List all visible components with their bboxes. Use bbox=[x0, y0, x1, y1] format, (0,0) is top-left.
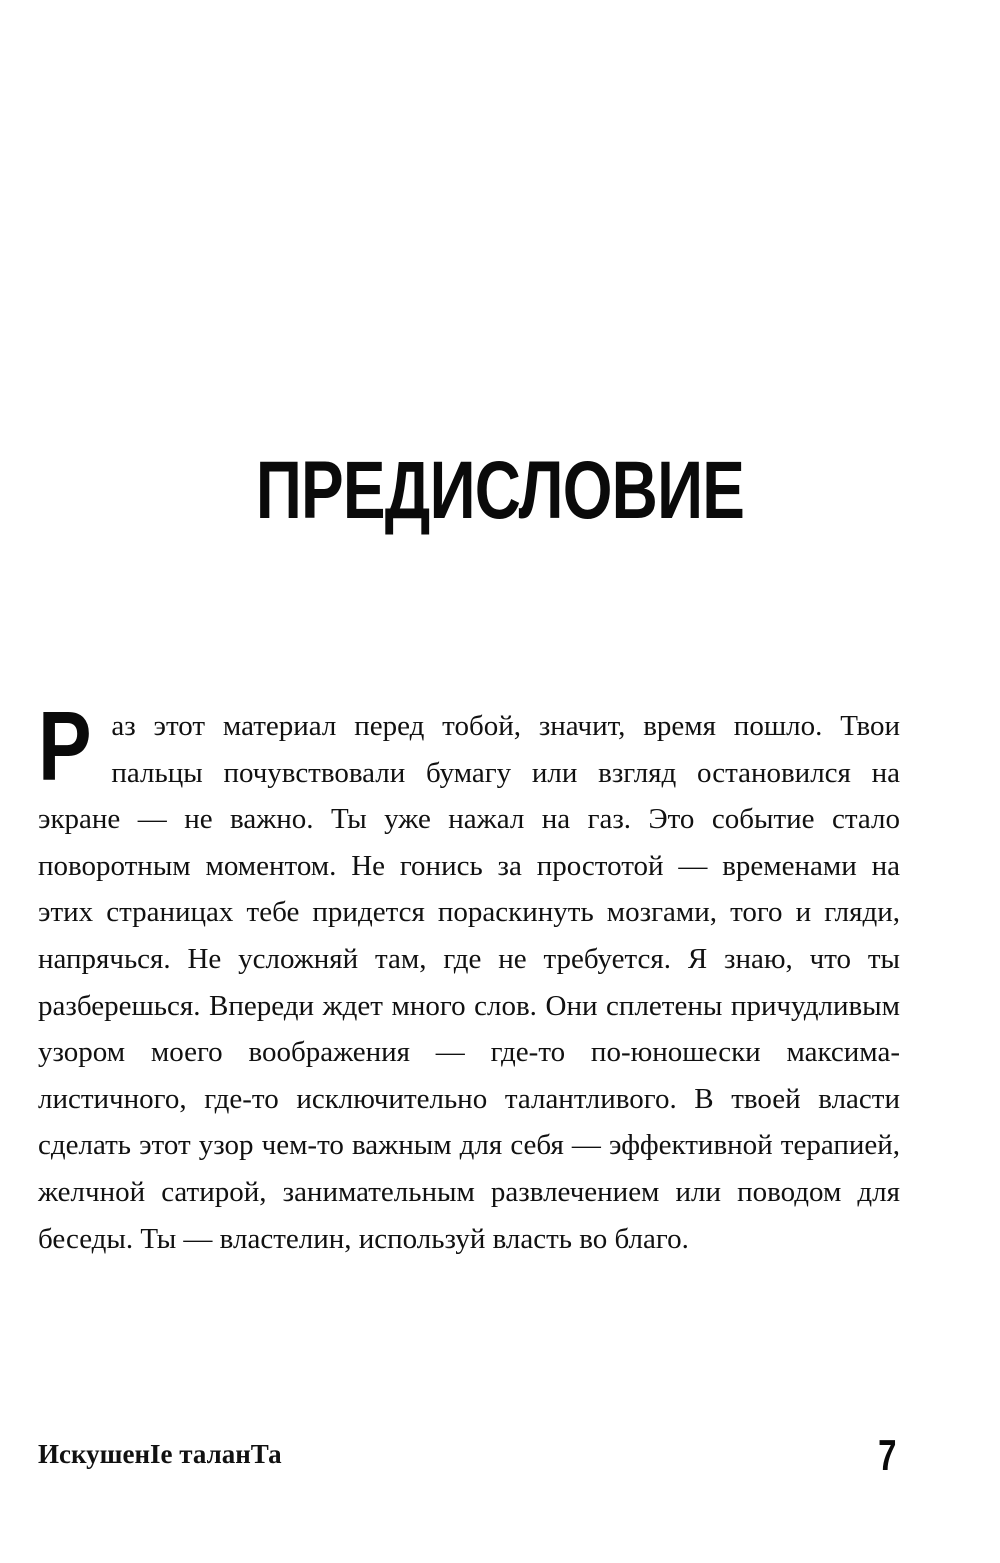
drop-cap: Р bbox=[38, 691, 92, 801]
paragraph-text: аз этот материал перед тобой, значит, время пошло. Твои пальцы почувствовали бумагу или взгляд остановился на экране — не важно. Ты уже нажал на газ. Это событие стало поворотным моментом. Не гонись за простотой — временами на этих страницах тебе придется пораскинуть мозгами, того и гляди, напрячься. Не усложняй там, где не требуется. Я знаю, что ты разберешься. Впереди ждет много слов. Они сплетены причудливым узором моего воображения — где-то по-юношески максималистичного, где-то исключительно талантливого. В твоей власти сделать этот узор чем-то важным для себя — эффективной терапией, желчной сатирой, занимательным развлечением или поводом для беседы. Ты — властелин, используй власть во благо. bbox=[38, 710, 900, 1255]
running-footer-book-title: ИскушенІе таланТа bbox=[38, 1439, 282, 1469]
chapter-title: ПРЕДИСЛОВИЕ bbox=[255, 444, 745, 536]
page-number: 7 bbox=[877, 1431, 896, 1480]
body-paragraph bbox=[38, 691, 900, 1262]
